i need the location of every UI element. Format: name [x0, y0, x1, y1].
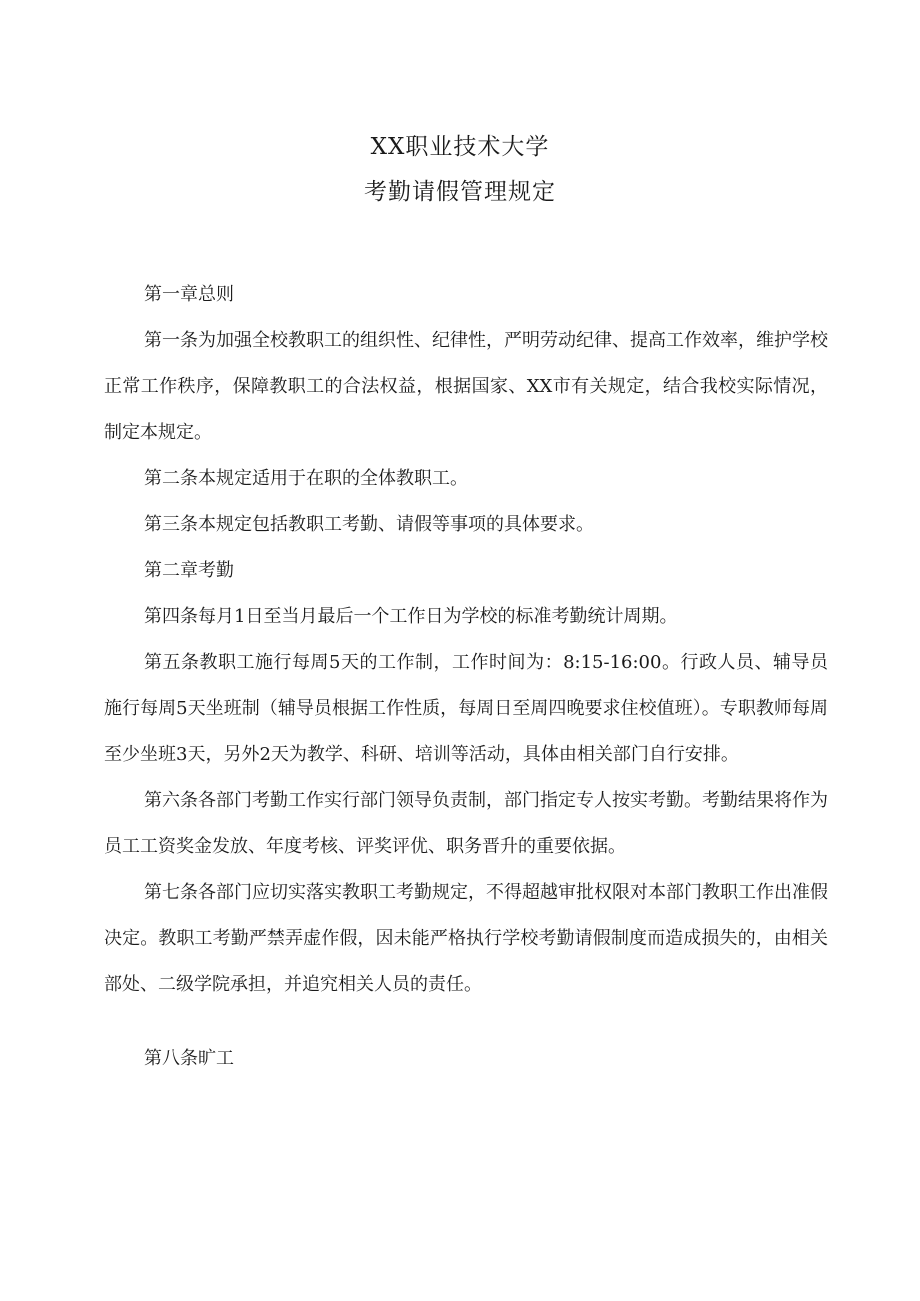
- article-5: 第五条教职工施行每周5天的工作制，工作时间为：8:15-16:00。行政人员、辅导员施行每周5天坐班制（辅导员根据工作性质，每周日至周四晚要求住校值班）。专职教师每周至少坐班3天，另外2天为教学、科研、培训等活动，具体由相关部门自行安排。: [104, 652, 828, 765]
- article-2: 第二条本规定适用于在职的全体教职工。: [144, 468, 468, 489]
- article-8-heading: 第八条旷工: [144, 1048, 234, 1069]
- article-4: 第四条每月1日至当月最后一个工作日为学校的标准考勤统计周期。: [144, 606, 678, 627]
- article-6: 第六条各部门考勤工作实行部门领导负责制，部门指定专人按实考勤。考勤结果将作为员工工资奖金发放、年度考核、评奖评优、职务晋升的重要依据。: [104, 790, 828, 857]
- article-1: 第一条为加强全校教职工的组织性、纪律性，严明劳动纪律、提高工作效率，维护学校正常工作秩序，保障教职工的合法权益，根据国家、XX市有关规定，结合我校实际情况，制定本规定。: [104, 330, 828, 443]
- article-7: 第七条各部门应切实落实教职工考勤规定，不得超越审批权限对本部门教职工作出准假决定。教职工考勤严禁弄虚作假，因未能严格执行学校考勤请假制度而造成损失的，由相关部处、二级学院承担，并追究相关人员的责任。: [104, 882, 828, 995]
- document-title-regulation: 考勤请假管理规定: [364, 179, 556, 205]
- document-body: [104, 272, 828, 1082]
- chapter-heading-attendance: 第二章考勤: [144, 560, 234, 581]
- document-title-university: XX职业技术大学: [370, 134, 550, 160]
- article-3: 第三条本规定包括教职工考勤、请假等事项的具体要求。: [144, 514, 594, 535]
- chapter-heading-general: 第一章总则: [144, 284, 234, 305]
